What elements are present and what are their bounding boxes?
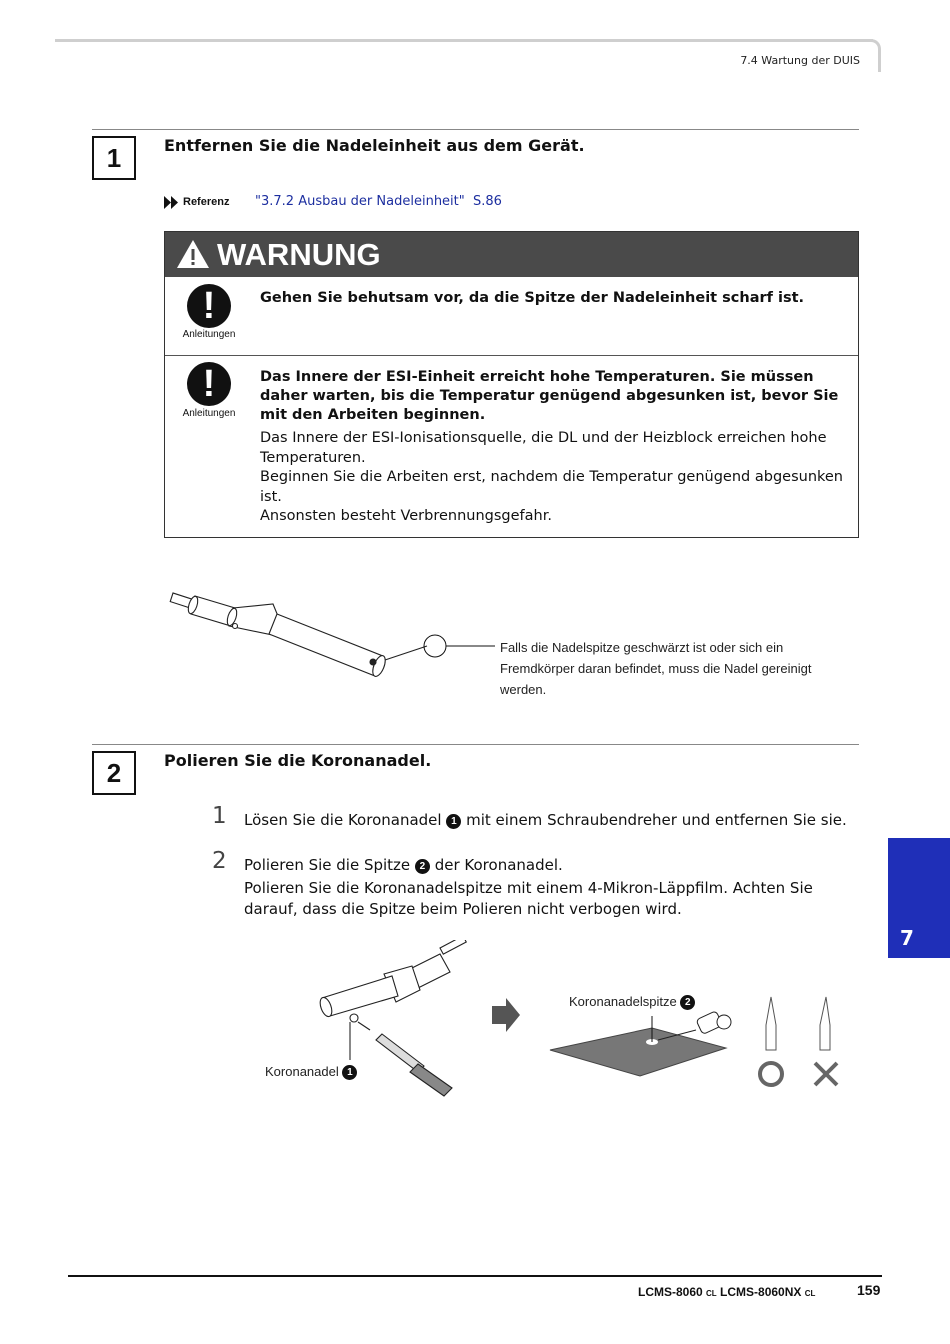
double-arrow-icon — [164, 196, 180, 209]
substep-1-number: 1 — [212, 803, 227, 829]
step-2-rule — [92, 744, 859, 745]
wrong-tip-illustration — [808, 995, 843, 1090]
figure-1-caption: Falls die Nadelspitze geschwärzt ist oder sich ein Fremdkörper daran befindet, muss die Nadel gereinigt werden. — [500, 640, 812, 697]
needle-unit-illustration — [165, 578, 505, 688]
reference-link-text: "3.7.2 Ausbau der Nadeleinheit" — [255, 194, 465, 209]
reference-label: Referenz — [183, 196, 230, 208]
substep-2-post: der Koronanadel. — [434, 856, 563, 874]
substep-2-number: 2 — [212, 848, 227, 874]
substep-1-pre: Lösen Sie die Koronanadel — [244, 811, 442, 829]
koronanadelspitze-label-text: Koronanadelspitze — [569, 994, 677, 1009]
footer-model — [638, 1285, 815, 1299]
substep-2-extra: Polieren Sie die Koronanadelspitze mit einem 4-Mikron-Läppfilm. Achten Sie darauf, dass die Spitze beim Polieren nicht verbogen wird. — [244, 879, 813, 918]
footer-model-2-suffix: CL — [804, 1289, 816, 1298]
warning-text-line: Ansonsten besteht Verbrennungsgefahr. — [260, 508, 552, 524]
chapter-tab[interactable] — [888, 838, 950, 958]
warning-title: WARNUNG — [217, 237, 381, 272]
step-1-rule — [92, 129, 859, 130]
substep-2-text — [244, 855, 854, 876]
correct-circle-icon — [760, 1063, 782, 1085]
koronanadel-label — [265, 1064, 357, 1080]
page-number: 159 — [857, 1282, 881, 1298]
marker-2-icon: 2 — [680, 995, 695, 1010]
marker-2-icon: 2 — [415, 859, 430, 874]
warning-header — [165, 232, 858, 277]
mandatory-label: Anleitungen — [182, 408, 236, 419]
correct-tip-illustration — [755, 995, 790, 1090]
step-2-title: Polieren Sie die Koronanadel. — [164, 751, 432, 770]
warning-text-line: Beginnen Sie die Arbeiten erst, nachdem die Temperatur genügend abgesunken ist. — [260, 469, 843, 505]
substep-1-text — [244, 810, 854, 831]
warning-row-divider — [165, 355, 858, 356]
mandatory-label: Anleitungen — [182, 329, 236, 340]
footer-model-1: LCMS-8060 — [638, 1285, 703, 1299]
warning-box — [164, 231, 859, 538]
marker-1-icon: 1 — [342, 1065, 357, 1080]
substep-1-post: mit einem Schraubendreher und entfernen Sie sie. — [466, 811, 847, 829]
mandatory-action-icon: ! — [187, 362, 231, 406]
koronanadel-label-text: Koronanadel — [265, 1064, 339, 1079]
step-2-number: 2 — [92, 751, 136, 795]
koronanadelspitze-label — [569, 994, 695, 1010]
mandatory-action-icon: ! — [187, 284, 231, 328]
substep-2-pre: Polieren Sie die Spitze — [244, 856, 411, 874]
footer-model-2: LCMS-8060NX — [720, 1285, 802, 1299]
warning-item-2-bold: Das Innere der ESI-Einheit erreicht hohe Temperaturen. Sie müssen daher warten, bis die Temperatur genügend abgesunken ist, bevor Sie mit den Arbeiten beginnen. — [260, 369, 839, 423]
warning-item-1-bold: Gehen Sie behutsam vor, da die Spitze der Nadeleinheit scharf ist. — [260, 290, 805, 306]
warning-item-2-text — [260, 429, 845, 527]
step-1-title: Entfernen Sie die Nadeleinheit aus dem Gerät. — [164, 136, 585, 155]
section-title: 7.4 Wartung der DUIS — [740, 54, 860, 67]
reference-row — [164, 194, 764, 212]
header-rule — [55, 39, 873, 42]
process-arrow-icon — [492, 998, 522, 1032]
lapping-film-illustration — [548, 1008, 748, 1108]
chapter-tab-number: 7 — [900, 926, 914, 950]
step-1-number: 1 — [92, 136, 136, 180]
footer-model-1-suffix: CL — [706, 1289, 717, 1298]
warning-triangle-icon — [175, 238, 211, 270]
header-corner — [860, 39, 881, 72]
reference-link[interactable] — [255, 194, 502, 209]
reference-link-page: S.86 — [473, 194, 502, 209]
footer-rule — [68, 1275, 882, 1277]
marker-1-icon: 1 — [446, 814, 461, 829]
warning-text-line: Das Innere der ESI-Ionisationsquelle, die DL und der Heizblock erreichen hohe Temperaturen. — [260, 430, 827, 466]
